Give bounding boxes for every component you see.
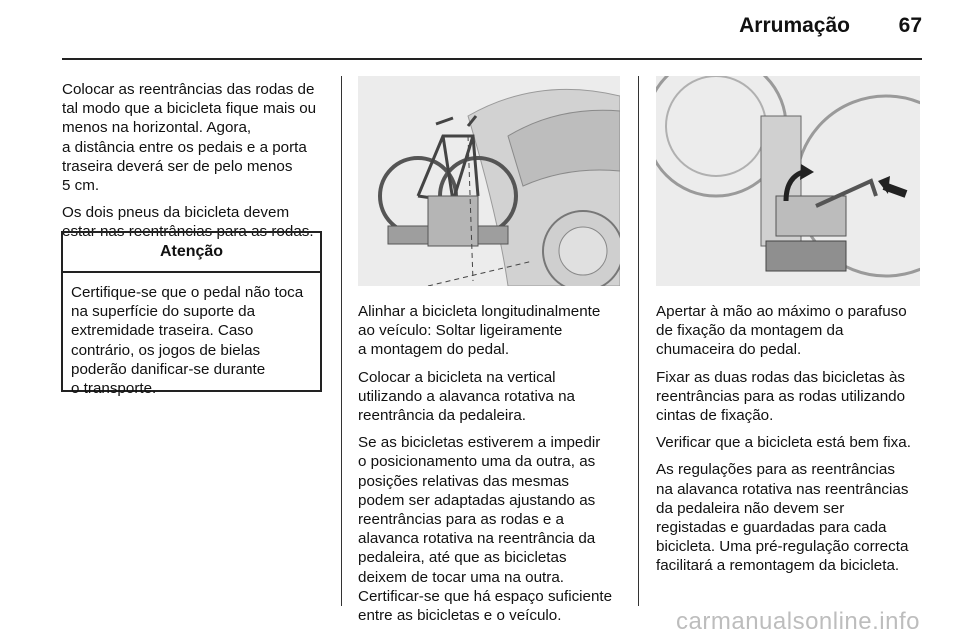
warning-title: Atenção [63,233,320,273]
column-divider [638,76,639,606]
pedal-mount-illustration [656,76,920,286]
column-right [656,302,926,584]
column-divider [341,76,342,606]
paragraph: Colocar as reentrâncias das rodas de tal modo que a bicicleta fique mais ou menos na horizontal. Agora, a distância entre os pedais e a porta traseira deverá ser de pelo menos 5 cm. [62,81,317,195]
bike-carrier-illustration [358,76,620,286]
paragraph: Apertar à mão ao máximo o parafuso de fixação da montagem da chumaceira do pedal. [656,303,907,359]
watermark: carmanualsonline.info [676,608,920,635]
header-rule [62,58,922,60]
paragraph: Alinhar a bicicleta longitudinalmente ao veículo: Soltar ligeiramente a montagem do pedal. [358,303,601,359]
warning-text: Certifique-se que o pedal não toca na superfície do suporte da extremidade traseira. Caso contrário, os jogos de bielas poderão danificar-se durante o transporte. [71,284,304,398]
column-middle [358,302,626,633]
column-left [62,80,332,250]
paragraph: Colocar a bicicleta na vertical utilizando a alavanca rotativa na reentrância da pedaleira. [358,368,575,425]
paragraph: As regulações para as reentrâncias na alavanca rotativa nas reentrâncias da pedaleira não devem ser registadas e guardadas para cada bicicleta. Uma pré-regulação correcta facilitará a remontagem da bicicleta. [656,461,909,575]
paragraph: Verificar que a bicicleta está bem fixa. [656,434,911,452]
paragraph: Fixar as duas rodas das bicicletas às reentrâncias para as rodas utilizando cintas de fixação. [656,368,906,425]
warning-box [61,231,322,398]
paragraph: Os dois pneus da bicicleta devem estar nas reentrâncias para as rodas. [62,204,314,241]
paragraph: Se as bicicletas estiverem a impedir o posicionamento uma da outra, as posições relativas das mesmas podem ser adaptadas ajustando as reentrâncias para as rodas e a alavanca rotativa na reentrância da pedaleira, até que as bicicletas deixem de tocar uma na outra. Certificar-se que há espaço suficiente entre as bicicletas e o veículo. [358,434,613,625]
page-number: 67 [898,14,922,37]
section-title: Arrumação [739,14,850,37]
